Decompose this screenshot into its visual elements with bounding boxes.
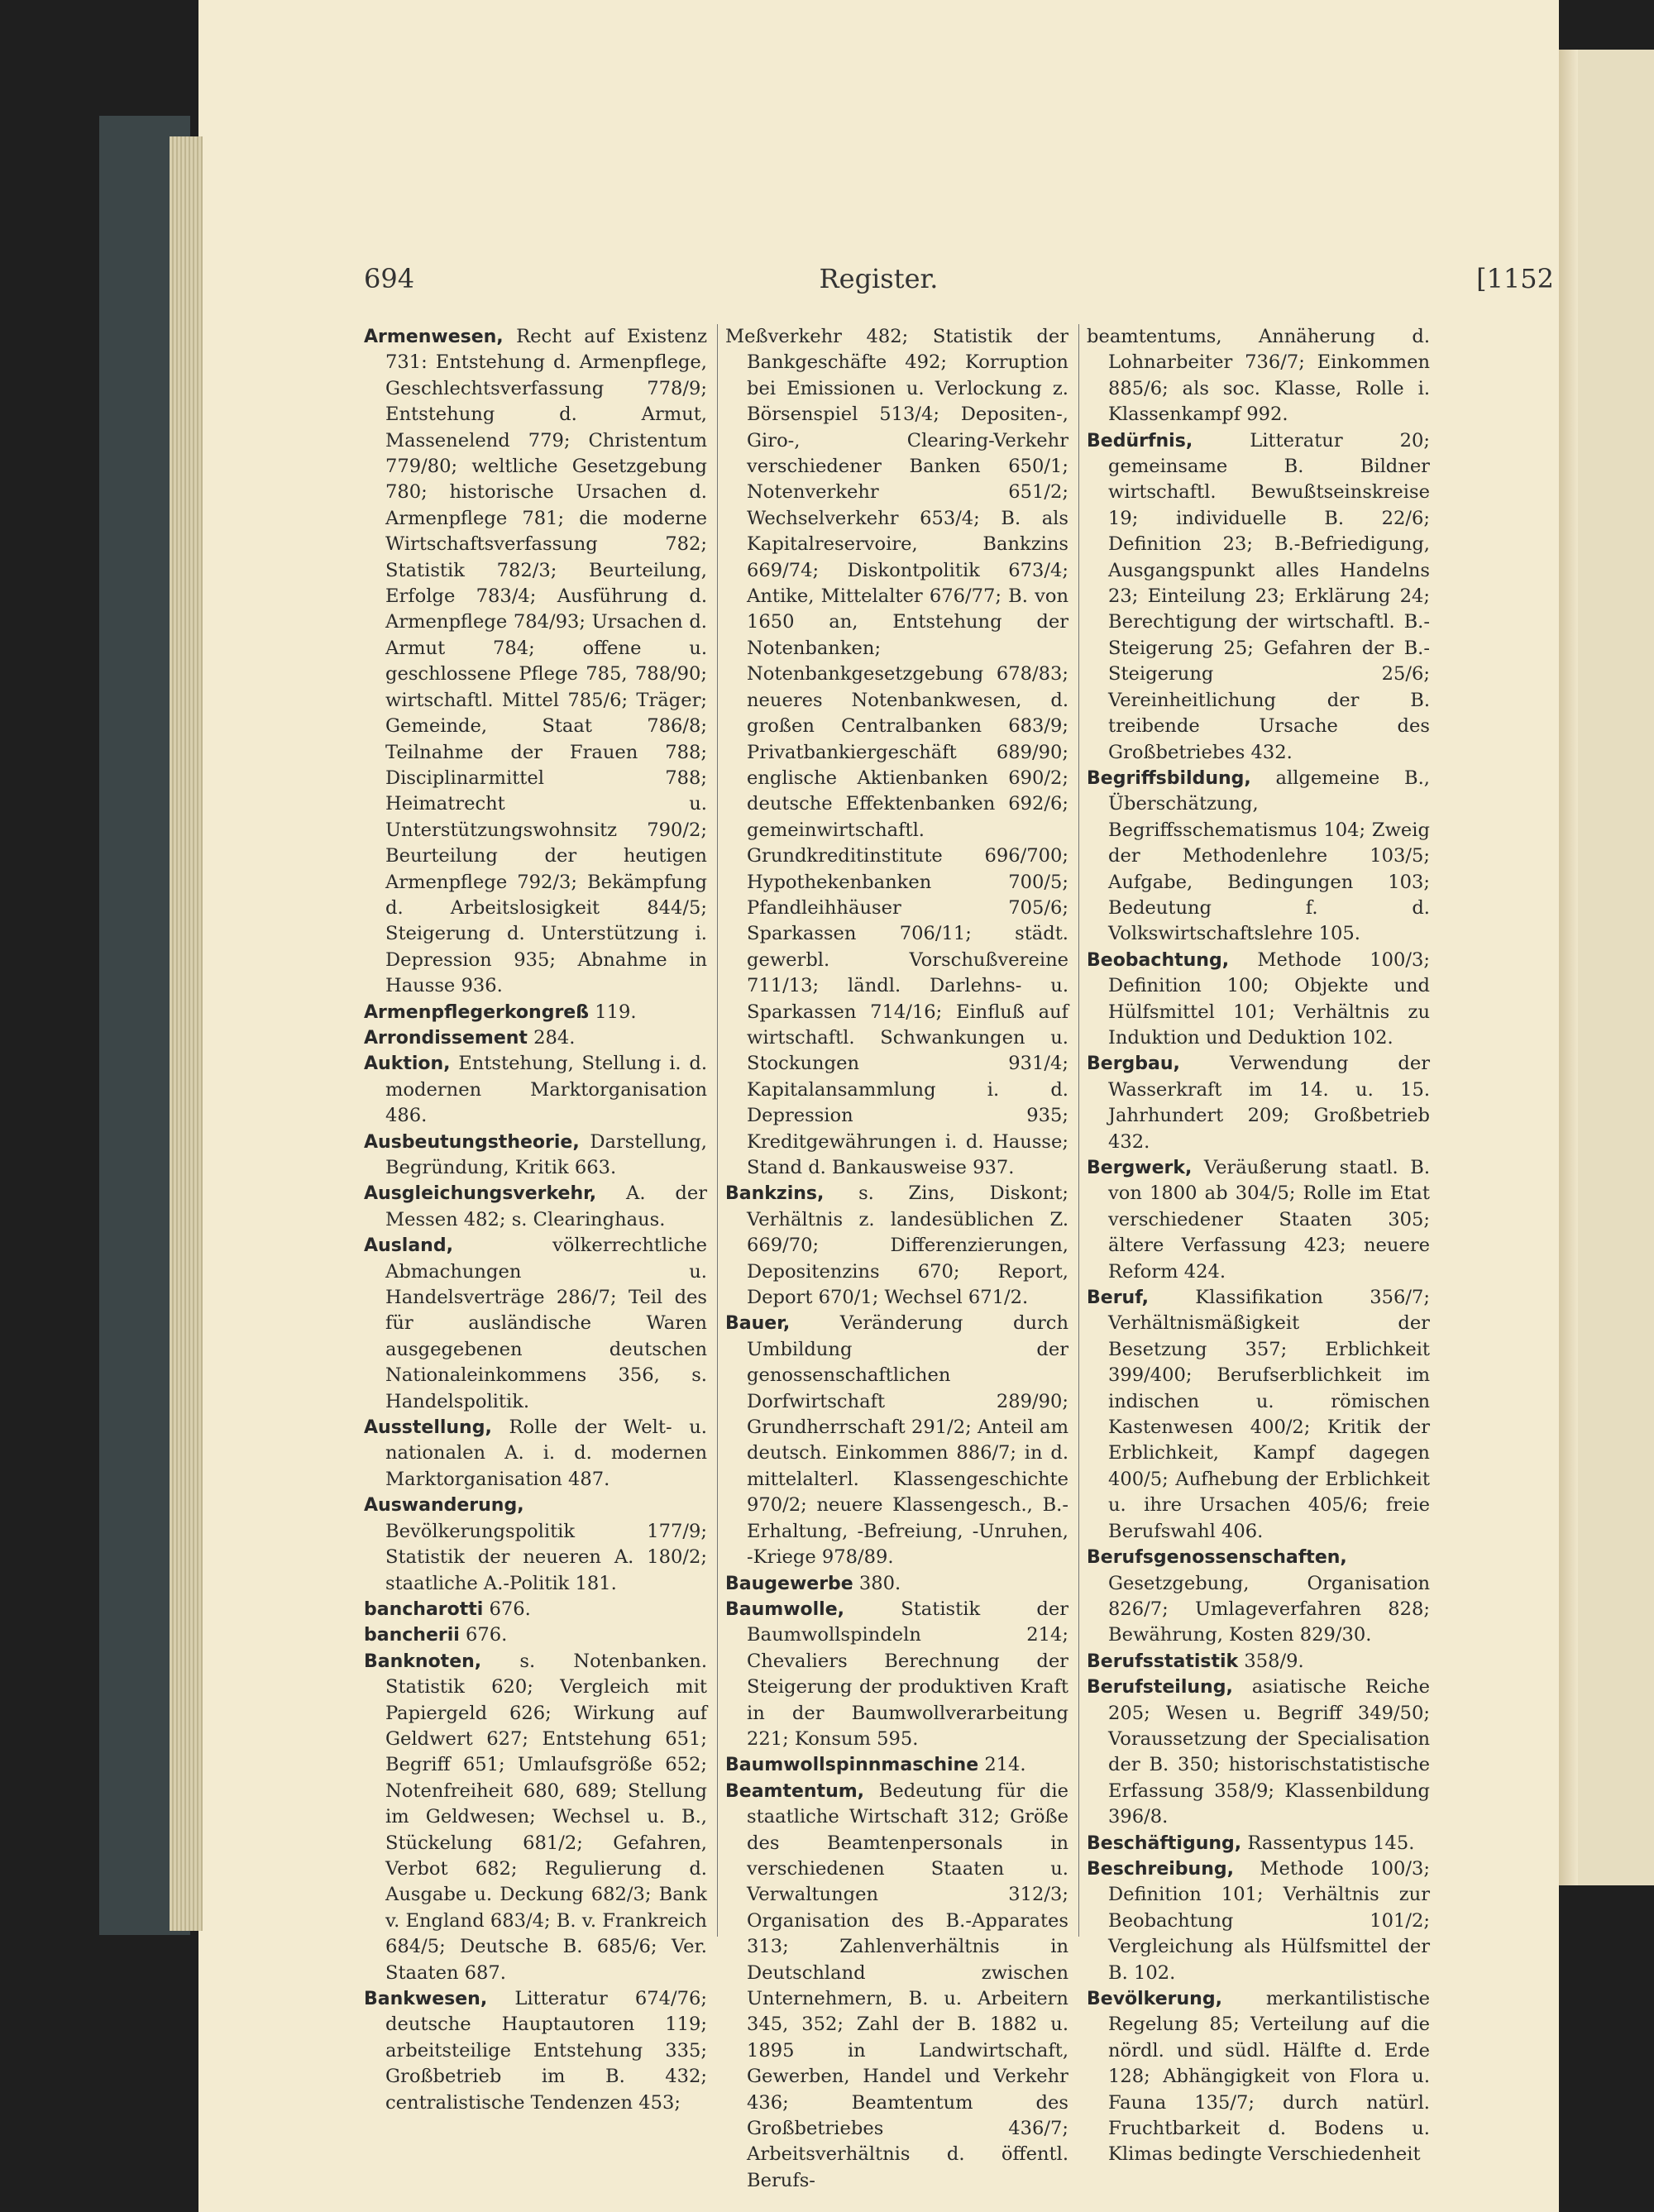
index-column-2	[725, 324, 1068, 2194]
index-term: Banknoten,	[364, 1651, 482, 1672]
index-references: beamtentums, Annäherung d. Lohnarbeiter 736/7; Einkommen 885/6; als soc. Klasse, Rolle i. Klassenkampf 992.	[1087, 326, 1430, 426]
index-entry	[1087, 428, 1430, 766]
index-entry	[1087, 1155, 1430, 1285]
index-entry	[364, 1415, 707, 1493]
index-term: Beobachtung,	[1087, 949, 1230, 971]
index-entry	[1087, 1675, 1430, 1830]
index-entry	[1087, 324, 1430, 428]
page-number: 694	[364, 263, 415, 294]
index-entry	[1087, 766, 1430, 948]
index-entry	[1087, 1545, 1430, 1649]
column-divider	[1078, 324, 1079, 1937]
index-term: Baugewerbe	[725, 1573, 853, 1594]
index-references: Entstehung, Stellung i. d. modernen Marktorganisation 486.	[385, 1053, 708, 1127]
index-references: Veräußerung staatl. B. von 1800 ab 304/5; Rolle im Etat verschiedener Staaten 305; ältere Verfassung 423; neuere Reform 424.	[1108, 1157, 1431, 1283]
index-term: Bergbau,	[1087, 1053, 1180, 1075]
index-term: Begriffsbildung,	[1087, 767, 1251, 789]
index-references: Methode 100/3; Definition 101; Verhältnis zur Beobachtung 101/2; Vergleichung als Hülfsmittel der B. 102.	[1108, 1857, 1430, 1984]
index-references: 676.	[489, 1598, 531, 1620]
index-references: 358/9.	[1244, 1650, 1304, 1672]
index-references: Bedeutung für die staatliche Wirtschaft 312; Größe des Beamtenpersonals in verschiedenen Staaten u. Verwaltungen 312/3; Organisation des B.-Apparates 313; Zahlenverhältnis in Deutschland zwischen Unternehmern, B. u. Arbeitern 345, 352; Zahl der B. 1882 u. 1895 in Landwirtschaft, Gewerben, Handel und Verkehr 436; Beamtentum des Großbetriebes 436/7; Arbeitsverhältnis d. öffentl. Berufs-	[747, 1780, 1068, 2191]
index-term: Berufsteilung,	[1087, 1677, 1233, 1698]
index-references: Methode 100/3; Definition 100; Objekte und Hülfsmittel 101; Verhältnis zu Induktion und Deduktion 102.	[1108, 948, 1430, 1049]
index-term: Baumwolle,	[725, 1598, 844, 1620]
index-references: 284.	[533, 1026, 576, 1049]
index-references: 214.	[984, 1754, 1026, 1776]
index-references: Recht auf Existenz 731: Entstehung d. Armenpflege, Geschlechtsverfassung 778/9; Entstehung d. Armut, Massenelend 779; Christentum 779/80; weltliche Gesetzgebung 780; historische Ursachen d. Armenpflege 781; die moderne Wirtschaftsverfassung 782; Statistik 782/3; Beurteilung, Erfolge 783/4; Ausführung d. Armenpflege 784/93; Ursachen d. Armut 784; offene u. geschlossene Pflege 785, 788/90; wirtschaftl. Mittel 785/6; Träger; Gemeinde, Staat 786/8; Teilnahme der Frauen 788; Disciplinarmittel 788; Heimatrecht u. Unterstützungswohnsitz 790/2; Beurteilung der heutigen Armenpflege 792/3; Bekämpfung d. Arbeitslosigkeit 844/5; Steigerung d. Unterstützung i. Depression 935; Abnahme in Hausse 936.	[385, 326, 707, 997]
index-entry	[1087, 1856, 1430, 1986]
index-term: Bedürfnis,	[1087, 430, 1193, 451]
index-entry	[364, 1051, 707, 1129]
index-term: Armenwesen,	[364, 327, 504, 347]
index-references: Bevölkerungspolitik 177/9; Statistik der neueren A. 180/2; staatliche A.-Politik 181.	[385, 1520, 707, 1594]
index-references: Statistik der Baumwollspindeln 214; Chevaliers Berechnung der Steigerung der produktiven Kraft in der Baumwollverarbeitung 221; Konsum 595.	[747, 1598, 1068, 1750]
index-references: Gesetzgebung, Organisation 826/7; Umlageverfahren 828; Bewährung, Kosten 829/30.	[1108, 1572, 1430, 1646]
index-references: völkerrechtliche Abmachungen u. Handelsverträge 286/7; Teil des für ausländische Waren ausgegebenen deutschen Nationaleinkommens 356, s. Handelspolitik.	[385, 1235, 707, 1412]
index-references: Meßverkehr 482; Statistik der Bankgeschäfte 492; Korruption bei Emissionen u. Verlockung z. Börsenspiel 513/4; Depositen-, Giro-, Clearing-Verkehr verschiedener Banken 650/1; Notenverkehr 651/2; Wechselverkehr 653/4; B. als Kapitalreservoire, Bankzins 669/74; Diskontpolitik 673/4; Antike, Mittelalter 676/77; B. von 1650 an, Entstehung der Notenbanken; Notenbankgesetzgebung 678/83; neueres Notenbankwesen, d. großen Centralbanken 683/9; Privatbankiergeschäft 689/90; englische Aktienbanken 690/2; deutsche Effektenbanken 692/6; gemeinwirtschaftl. Grundkreditinstitute 696/700; Hypothekenbanken 700/5; Pfandleihhäuser 705/6; Sparkassen 706/11; städt. gewerbl. Vorschußvereine 711/13; ländl. Darlehns- u. Sparkassen 714/16; Einfluß auf wirtschaftl. Schwankungen u. Stockungen 931/4; Kapitalansammlung i. d. Depression 935; Kreditgewährungen i. d. Hausse; Stand d. Bankausweise 937.	[725, 326, 1068, 1178]
index-entry	[364, 324, 707, 1000]
page-edge	[170, 136, 203, 1931]
index-term: Beschreibung,	[1087, 1858, 1234, 1880]
index-references: A. der Messen 482; s. Clearinghaus.	[385, 1182, 707, 1230]
right-page-edge	[1571, 50, 1654, 1885]
index-references: allgemeine B., Überschätzung, Begriffsschematismus 104; Zweig der Methodenlehre 103/5; Aufgabe, Bedingungen 103; Bedeutung f. d. Volkswirtschaftslehre 105.	[1108, 767, 1430, 945]
index-references: 380.	[858, 1572, 901, 1594]
index-references: Darstellung, Begründung, Kritik 663.	[385, 1130, 707, 1178]
index-term: bancharotti	[364, 1598, 484, 1620]
index-references: Veränderung durch Umbildung der genossenschaftlichen Dorfwirtschaft 289/90; Grundherrschaft 291/2; Anteil am deutsch. Einkommen 886/7; in d. mittelalterl. Klassengeschichte 970/2; neuere Klassengesch., B.-Erhaltung, -Befreiung, -Unruhen, -Kriege 978/89.	[747, 1312, 1069, 1569]
index-entry	[725, 1181, 1068, 1311]
index-term: Auswanderung,	[364, 1495, 524, 1517]
index-entry	[364, 1622, 707, 1648]
index-entry	[725, 1752, 1068, 1778]
index-references: merkantilistische Regelung 85; Verteilung auf die nördl. und südl. Hälfte d. Erde 128; Abhängigkeit von Flora u. Fauna 135/7; durch natürl. Fruchtbarkeit d. Bodens u. Klimas bedingte Verschiedenheit	[1108, 1988, 1430, 2166]
index-references: asiatische Reiche 205; Wesen u. Begriff 349/50; Voraussetzung der Specialisation der B. 350; historischstatistische Erfassung 358/9; Klassenbildung 396/8.	[1108, 1676, 1430, 1828]
column-divider	[717, 324, 718, 1937]
index-references: s. Zins, Diskont; Verhältnis z. landesüblichen Z. 669/70; Differenzierungen, Depositenzins 670; Report, Deport 670/1; Wechsel 671/2.	[747, 1182, 1068, 1309]
index-entry	[1087, 1285, 1430, 1545]
index-entry	[1087, 1986, 1430, 2168]
index-references: s. Notenbanken. Statistik 620; Vergleich mit Papiergeld 626; Wirkung auf Geldwert 627; Entstehung 651; Begriff 651; Umlaufsgröße 652; Notenfreiheit 680, 689; Stellung im Geldwesen; Wechsel u. B., Stückelung 681/2; Gefahren, Verbot 682; Regulierung d. Ausgabe u. Deckung 682/3; Bank v. England 683/4; B. v. Frankreich 684/5; Deutsche B. 685/6; Ver. Staaten 687.	[385, 1650, 707, 1984]
index-term: Arrondissement	[364, 1027, 528, 1049]
index-entry	[364, 1597, 707, 1622]
index-references: Litteratur 20; gemeinsame B. Bildner wirtschaftl. Bewußtseinskreise 19; individuelle B. 22/6; Definition 23; B.-Befriedigung, Ausgangspunkt alles Handelns 23; Einteilung 23; Erklärung 24; Berechtigung der wirtschaftl. B.-Steigerung 25; Gefahren der B.-Steigerung 25/6; Vereinheitlichung der B. treibende Ursache des Großbetriebes 432.	[1108, 429, 1430, 763]
index-term: Berufsgenossenschaften,	[1087, 1547, 1347, 1569]
index-entry	[364, 1986, 707, 2116]
index-term: Bergwerk,	[1087, 1158, 1193, 1178]
index-references: Litteratur 674/76; deutsche Hauptautoren 119; arbeitsteilige Entstehung 335; Großbetrieb im B. 432; centralistische Tendenzen 453;	[385, 1988, 707, 2114]
index-term: Beamtentum,	[725, 1780, 865, 1802]
index-term: Bankwesen,	[364, 1989, 488, 2009]
index-term: Auktion,	[364, 1053, 451, 1075]
index-entry	[1087, 948, 1430, 1052]
index-term: Beschäftigung,	[1087, 1832, 1242, 1854]
index-term: Armenpflegerkongreß	[364, 1001, 590, 1023]
index-term: Ausgleichungsverkehr,	[364, 1183, 597, 1205]
index-references: Verwendung der Wasserkraft im 14. u. 15. Jahrhundert 209; Großbetrieb 432.	[1108, 1053, 1430, 1153]
index-entry	[1087, 1649, 1430, 1675]
index-entry	[364, 1649, 707, 1986]
index-term: Ausstellung,	[364, 1417, 492, 1439]
index-references: Klassifikation 356/7; Verhältnismäßigkeit der Besetzung 357; Erblichkeit 399/400; Berufserblichkeit im indischen u. römischen Kastenwesen 400/2; Kritik der Erblichkeit, Kampf dagegen 400/5; Aufhebung der Erblichkeit u. ihre Ursachen 405/6; freie Berufswahl 406.	[1108, 1287, 1430, 1542]
index-references: Rolle der Welt- u. nationalen A. i. d. modernen Marktorganisation 487.	[385, 1417, 707, 1490]
index-entry	[1087, 1051, 1430, 1155]
index-entry	[725, 1311, 1068, 1570]
index-references: 676.	[466, 1624, 508, 1646]
index-term: Beruf,	[1087, 1288, 1149, 1309]
index-references: 119.	[595, 1001, 637, 1023]
index-entry	[364, 1025, 707, 1051]
index-term: Bankzins,	[725, 1183, 825, 1205]
index-term: Baumwollspinnmaschine	[725, 1755, 979, 1776]
index-term: Bevölkerung,	[1087, 1989, 1222, 2009]
sheet-number: [1152	[1476, 263, 1554, 294]
index-entry	[364, 1000, 707, 1025]
index-entry	[725, 1779, 1068, 2195]
index-entry	[364, 1493, 707, 1597]
index-entry	[364, 1130, 707, 1182]
index-term: Ausbeutungstheorie,	[364, 1131, 580, 1153]
index-column-1	[364, 324, 707, 2116]
index-term: Berufsstatistik	[1087, 1651, 1239, 1672]
index-entry	[364, 1181, 707, 1233]
index-term: Ausland,	[364, 1235, 453, 1257]
index-term: Bauer,	[725, 1313, 791, 1335]
header-title: Register.	[819, 263, 939, 294]
index-column-3	[1087, 324, 1430, 2168]
index-term: bancherii	[364, 1625, 460, 1646]
index-entry	[1087, 1831, 1430, 1856]
index-entry	[725, 1597, 1068, 1752]
running-head	[198, 263, 1559, 296]
index-entry	[725, 1571, 1068, 1597]
index-entry	[364, 1233, 707, 1415]
page	[198, 0, 1559, 2212]
index-entry	[725, 324, 1068, 1181]
index-references: Rassentypus 145.	[1247, 1832, 1415, 1854]
